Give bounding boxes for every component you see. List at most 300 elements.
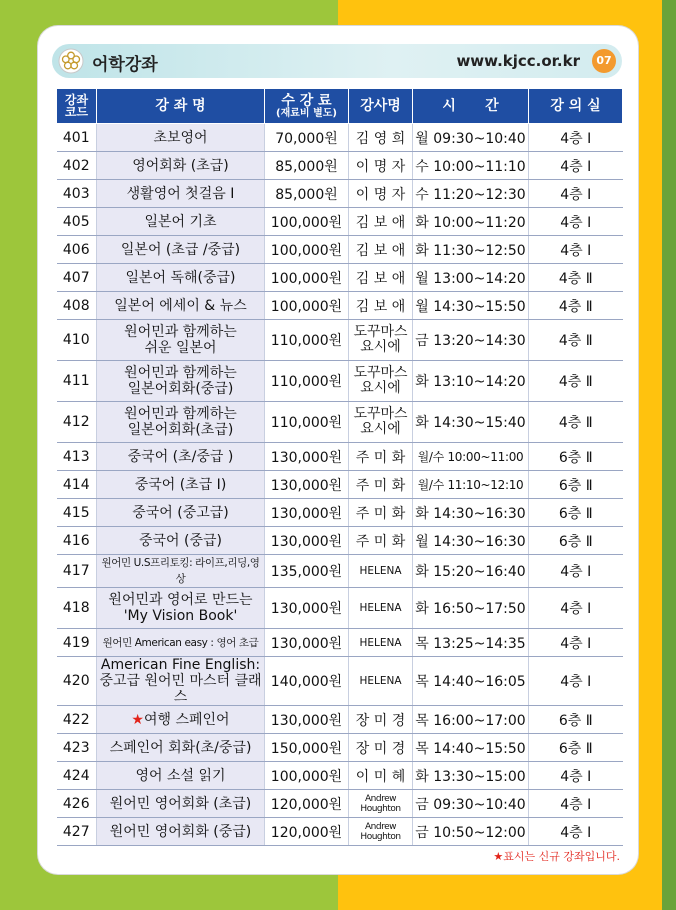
header-time: 시 간 — [413, 89, 529, 124]
course-time-text: 화 10:00~11:20 — [415, 214, 526, 231]
course-name — [97, 706, 265, 734]
course-instructor-text: Andrew Houghton — [360, 793, 401, 814]
course-code-text: 416 — [62, 532, 90, 549]
course-fee — [265, 734, 349, 762]
course-instructor — [349, 320, 413, 361]
course-name-text: 중국어 (중급) — [139, 532, 222, 549]
course-code — [57, 208, 97, 236]
course-instructor — [349, 208, 413, 236]
flower-logo-icon — [58, 48, 84, 74]
course-instructor-text: Andrew Houghton — [360, 821, 401, 842]
course-fee — [265, 264, 349, 292]
course-name-text: 원어민과 영어로 만드는 'My Vision Book' — [108, 592, 253, 624]
course-name-text: 초보영어 — [153, 129, 208, 146]
course-fee-text: 110,000원 — [270, 374, 343, 390]
course-time — [413, 320, 529, 361]
course-instructor-text: 김 보 애 — [355, 214, 406, 231]
course-room — [529, 208, 623, 236]
course-room — [529, 443, 623, 471]
course-fee — [265, 124, 349, 152]
course-room-text: 6층 Ⅱ — [558, 533, 593, 550]
course-time-text: 화 15:20~16:40 — [415, 564, 526, 580]
course-instructor — [349, 527, 413, 555]
course-name-text: 영어 소설 읽기 — [135, 767, 226, 784]
course-instructor — [349, 706, 413, 734]
course-code-text: 401 — [62, 129, 90, 146]
course-fee-text: 130,000원 — [270, 505, 343, 522]
header-course-name: 강 좌 명 — [97, 89, 265, 124]
course-name — [97, 818, 265, 846]
course-instructor — [349, 292, 413, 320]
course-room — [529, 734, 623, 762]
table-row — [57, 236, 623, 264]
course-time — [413, 443, 529, 471]
course-room-text: 4층 Ⅰ — [560, 674, 592, 690]
course-time-text: 목 13:25~14:35 — [415, 635, 526, 652]
course-name — [97, 264, 265, 292]
course-instructor-text: HELENA — [359, 675, 402, 687]
course-name-text: 원어민 영어회화 (초급) — [109, 795, 252, 812]
table-row — [57, 208, 623, 236]
table-row — [57, 124, 623, 152]
course-instructor-text: 이 명 자 — [355, 186, 406, 203]
course-name — [97, 555, 265, 588]
course-time-text: 목 14:40~15:50 — [415, 740, 526, 757]
course-fee — [265, 402, 349, 443]
table-row — [57, 588, 623, 629]
table-row — [57, 361, 623, 402]
course-code — [57, 706, 97, 734]
course-code-text: 408 — [62, 297, 90, 314]
table-row — [57, 264, 623, 292]
course-code-text: 413 — [62, 448, 90, 465]
table-row — [57, 629, 623, 657]
course-name-text: 여행 스페인어 — [143, 711, 230, 728]
course-name — [97, 180, 265, 208]
course-name-text: 원어민과 함께하는 쉬운 일본어 — [124, 324, 237, 356]
course-time — [413, 264, 529, 292]
course-fee-text: 150,000원 — [270, 740, 343, 757]
course-instructor-text: 도꾸마스 요시에 — [353, 324, 408, 355]
course-name — [97, 320, 265, 361]
course-room — [529, 588, 623, 629]
course-code-text: 427 — [62, 823, 90, 840]
course-name — [97, 402, 265, 443]
course-name-text: 일본어 (초급 /중급) — [120, 241, 241, 258]
new-course-note: ★표시는 신규 강좌입니다. — [493, 850, 620, 863]
course-fee — [265, 706, 349, 734]
course-fee-text: 100,000원 — [270, 270, 343, 287]
course-time — [413, 706, 529, 734]
course-code — [57, 734, 97, 762]
course-time — [413, 527, 529, 555]
course-code — [57, 657, 97, 706]
course-fee — [265, 790, 349, 818]
course-time — [413, 124, 529, 152]
course-name — [97, 588, 265, 629]
course-name — [97, 152, 265, 180]
content-panel — [38, 26, 638, 874]
course-code — [57, 320, 97, 361]
course-instructor-text: HELENA — [359, 565, 402, 577]
course-fee-text: 100,000원 — [270, 768, 343, 785]
course-room — [529, 124, 623, 152]
course-name-text: 원어민 U.S프리토킹: 라이프,리딩,영상 — [101, 557, 260, 585]
table-row — [57, 320, 623, 361]
course-time — [413, 236, 529, 264]
course-code — [57, 818, 97, 846]
course-name — [97, 361, 265, 402]
course-room-text: 4층 Ⅰ — [560, 130, 592, 147]
course-name-text: 원어민 American easy : 영어 초급 — [102, 636, 259, 649]
header-instructor: 강사명 — [349, 89, 413, 124]
course-name-text: 일본어 에세이 & 뉴스 — [114, 297, 247, 314]
course-time — [413, 762, 529, 790]
course-time — [413, 657, 529, 706]
course-fee — [265, 292, 349, 320]
course-time — [413, 790, 529, 818]
course-room-text: 4층 Ⅱ — [558, 333, 593, 349]
table-row — [57, 152, 623, 180]
course-room — [529, 471, 623, 499]
course-fee-text: 140,000원 — [270, 674, 343, 690]
course-table-body — [57, 124, 623, 846]
course-instructor — [349, 499, 413, 527]
course-code — [57, 555, 97, 588]
course-instructor — [349, 734, 413, 762]
course-instructor — [349, 180, 413, 208]
course-code — [57, 402, 97, 443]
course-code — [57, 236, 97, 264]
course-time-text: 화 14:30~15:40 — [415, 415, 526, 431]
course-fee — [265, 762, 349, 790]
table-row — [57, 762, 623, 790]
course-room-text: 6층 Ⅱ — [558, 740, 593, 757]
course-room — [529, 657, 623, 706]
course-room-text: 4층 Ⅱ — [558, 415, 593, 431]
course-room-text: 4층 Ⅰ — [560, 564, 592, 580]
course-name — [97, 208, 265, 236]
course-fee-text: 85,000원 — [275, 158, 338, 175]
course-time — [413, 734, 529, 762]
course-fee — [265, 555, 349, 588]
course-room — [529, 264, 623, 292]
course-room-text: 4층 Ⅰ — [560, 186, 592, 203]
course-code — [57, 124, 97, 152]
table-row — [57, 734, 623, 762]
course-room-text: 4층 Ⅱ — [558, 270, 593, 287]
course-instructor — [349, 402, 413, 443]
course-room-text: 4층 Ⅱ — [558, 298, 593, 315]
course-fee — [265, 499, 349, 527]
course-fee-text: 100,000원 — [270, 298, 343, 315]
course-code — [57, 292, 97, 320]
course-time — [413, 208, 529, 236]
course-time-text: 화 11:30~12:50 — [415, 242, 526, 259]
course-room-text: 6층 Ⅱ — [558, 712, 593, 729]
course-room-text: 4층 Ⅰ — [560, 796, 592, 813]
course-instructor-text: 이 미 혜 — [355, 768, 406, 785]
course-room — [529, 818, 623, 846]
course-fee-text: 130,000원 — [270, 449, 343, 466]
course-name-text: 생활영어 첫걸음 Ⅰ — [126, 185, 235, 202]
course-time-text: 월 09:30~10:40 — [415, 130, 526, 147]
course-fee — [265, 320, 349, 361]
course-code — [57, 790, 97, 818]
course-time-text: 월/수 11:10~12:10 — [417, 478, 524, 492]
table-row — [57, 292, 623, 320]
course-room — [529, 152, 623, 180]
course-code-text: 407 — [62, 269, 90, 286]
course-instructor-text: 김 보 애 — [355, 270, 406, 287]
course-fee-text: 130,000원 — [270, 533, 343, 550]
course-time — [413, 152, 529, 180]
course-code-text: 406 — [62, 241, 90, 258]
course-code — [57, 471, 97, 499]
course-fee — [265, 588, 349, 629]
course-room — [529, 402, 623, 443]
course-fee-text: 110,000원 — [270, 415, 343, 431]
course-time — [413, 361, 529, 402]
course-time-text: 수 11:20~12:30 — [415, 186, 526, 203]
header-code: 강좌 코드 — [57, 89, 97, 124]
course-code-text: 403 — [62, 185, 90, 202]
background-edge — [662, 0, 676, 910]
course-time — [413, 629, 529, 657]
course-room-text: 4층 Ⅰ — [560, 158, 592, 175]
course-time-text: 금 13:20~14:30 — [415, 333, 526, 349]
page-number-badge: 07 — [592, 49, 616, 73]
course-code-text: 405 — [62, 213, 90, 230]
course-instructor — [349, 264, 413, 292]
table-row — [57, 657, 623, 706]
course-instructor — [349, 471, 413, 499]
course-name — [97, 790, 265, 818]
course-time — [413, 499, 529, 527]
table-row — [57, 471, 623, 499]
table-row — [57, 706, 623, 734]
course-room — [529, 527, 623, 555]
course-room-text: 4층 Ⅰ — [560, 635, 592, 652]
course-time — [413, 471, 529, 499]
course-room-text: 4층 Ⅰ — [560, 768, 592, 785]
course-fee — [265, 657, 349, 706]
table-row — [57, 180, 623, 208]
course-room — [529, 762, 623, 790]
course-name-text: 일본어 기초 — [144, 213, 217, 230]
course-code-text: 426 — [62, 795, 90, 812]
course-code-text: 415 — [62, 504, 90, 521]
course-instructor-text: 주 미 화 — [355, 505, 406, 522]
course-fee — [265, 629, 349, 657]
course-instructor — [349, 236, 413, 264]
course-fee-text: 130,000원 — [270, 601, 343, 617]
course-room — [529, 361, 623, 402]
course-code — [57, 499, 97, 527]
course-instructor-text: 장 미 경 — [355, 712, 406, 729]
section-header — [52, 44, 622, 78]
course-room-text: 4층 Ⅰ — [560, 824, 592, 841]
course-fee-text: 110,000원 — [270, 333, 343, 349]
website-url[interactable]: www.kjcc.or.kr — [456, 52, 580, 70]
course-room-text: 6층 Ⅱ — [558, 505, 593, 522]
course-room — [529, 499, 623, 527]
course-name-text: 스페인어 회화(초/중급) — [109, 739, 252, 756]
course-code-text: 424 — [62, 767, 90, 784]
course-code — [57, 152, 97, 180]
course-time-text: 화 13:30~15:00 — [415, 768, 526, 785]
course-name — [97, 124, 265, 152]
course-instructor-text: 김 보 애 — [355, 298, 406, 315]
course-room — [529, 790, 623, 818]
course-name-text: 중국어 (중고급) — [132, 504, 229, 521]
course-time — [413, 555, 529, 588]
course-instructor-text: 김 보 애 — [355, 242, 406, 259]
course-time-text: 화 14:30~16:30 — [415, 505, 526, 522]
table-row — [57, 818, 623, 846]
course-fee-text: 120,000원 — [270, 824, 343, 841]
course-fee — [265, 818, 349, 846]
course-room-text: 4층 Ⅰ — [560, 601, 592, 617]
course-code — [57, 180, 97, 208]
course-fee-text: 100,000원 — [270, 242, 343, 259]
table-row — [57, 402, 623, 443]
course-instructor-text: 김 영 희 — [355, 130, 406, 147]
course-time-text: 금 09:30~10:40 — [415, 796, 526, 813]
course-room-text: 4층 Ⅰ — [560, 242, 592, 259]
course-instructor — [349, 629, 413, 657]
course-name — [97, 443, 265, 471]
course-code — [57, 264, 97, 292]
course-name-text: 원어민과 함께하는 일본어회화(중급) — [124, 365, 237, 397]
course-room — [529, 292, 623, 320]
course-code-text: 412 — [62, 414, 90, 430]
course-name-text: American Fine English: 중고급 원어민 마스터 클래스 — [99, 657, 262, 705]
course-room — [529, 555, 623, 588]
course-code — [57, 629, 97, 657]
course-name — [97, 657, 265, 706]
course-fee-text: 130,000원 — [270, 635, 343, 652]
header-room: 강 의 실 — [529, 89, 623, 124]
course-fee — [265, 208, 349, 236]
course-name-text: 중국어 (초/중급 ) — [127, 448, 234, 465]
course-name — [97, 292, 265, 320]
course-code — [57, 361, 97, 402]
course-fee — [265, 443, 349, 471]
course-time-text: 수 10:00~11:10 — [415, 158, 526, 175]
course-time-text: 목 14:40~16:05 — [415, 674, 526, 690]
course-fee — [265, 152, 349, 180]
course-room-text: 4층 Ⅰ — [560, 214, 592, 231]
course-name — [97, 236, 265, 264]
course-time — [413, 402, 529, 443]
course-name-text: 일본어 독해(중급) — [125, 269, 236, 286]
new-course-star-icon: ★ — [131, 711, 144, 728]
course-fee — [265, 527, 349, 555]
course-fee — [265, 236, 349, 264]
course-time — [413, 292, 529, 320]
course-fee — [265, 361, 349, 402]
course-code-text: 418 — [62, 600, 90, 616]
course-instructor — [349, 555, 413, 588]
section-title: 어학강좌 — [92, 55, 158, 75]
course-instructor-text: 도꾸마스 요시에 — [353, 406, 408, 437]
course-code-text: 411 — [62, 373, 90, 389]
course-room — [529, 236, 623, 264]
course-name-text: 원어민 영어회화 (중급) — [109, 823, 252, 840]
course-instructor — [349, 790, 413, 818]
course-time-text: 월/수 10:00~11:00 — [417, 450, 524, 464]
course-code-text: 414 — [62, 476, 90, 493]
course-name — [97, 734, 265, 762]
course-instructor — [349, 657, 413, 706]
course-code-text: 423 — [62, 739, 90, 756]
course-code — [57, 443, 97, 471]
course-name — [97, 629, 265, 657]
course-time-text: 화 16:50~17:50 — [415, 601, 526, 617]
course-time — [413, 818, 529, 846]
course-time-text: 월 14:30~16:30 — [415, 533, 526, 550]
course-instructor-text: 주 미 화 — [355, 477, 406, 494]
header-fee: 수 강 료 (재료비 별도) — [265, 89, 349, 124]
course-instructor-text: 도꾸마스 요시에 — [353, 365, 408, 396]
course-room — [529, 320, 623, 361]
course-fee-text: 130,000원 — [270, 477, 343, 494]
course-instructor-text: HELENA — [359, 602, 402, 614]
table-header-row — [57, 89, 623, 124]
table-row — [57, 527, 623, 555]
course-fee — [265, 180, 349, 208]
course-instructor-text: HELENA — [359, 636, 402, 649]
course-code-text: 417 — [62, 563, 90, 579]
course-time-text: 화 13:10~14:20 — [415, 374, 526, 390]
course-fee-text: 100,000원 — [270, 214, 343, 231]
course-code-text: 419 — [62, 634, 90, 651]
course-code-text: 402 — [62, 157, 90, 174]
course-room-text: 6층 Ⅱ — [558, 449, 593, 466]
course-instructor — [349, 152, 413, 180]
course-code-text: 422 — [62, 711, 90, 728]
course-instructor-text: 장 미 경 — [355, 740, 406, 757]
course-time-text: 월 14:30~15:50 — [415, 298, 526, 315]
course-room — [529, 629, 623, 657]
course-table — [56, 88, 623, 846]
course-instructor — [349, 588, 413, 629]
course-instructor-text: 주 미 화 — [355, 449, 406, 466]
course-code-text: 420 — [62, 673, 90, 689]
course-fee-text: 135,000원 — [270, 564, 343, 580]
course-name — [97, 527, 265, 555]
table-row — [57, 499, 623, 527]
course-name-text: 영어회화 (초급) — [132, 157, 229, 174]
course-name — [97, 471, 265, 499]
course-instructor — [349, 124, 413, 152]
course-instructor-text: 주 미 화 — [355, 533, 406, 550]
course-instructor — [349, 443, 413, 471]
course-room-text: 6층 Ⅱ — [558, 477, 593, 494]
course-fee — [265, 471, 349, 499]
course-room — [529, 180, 623, 208]
course-name-text: 원어민과 함께하는 일본어회화(초급) — [124, 406, 237, 438]
course-code — [57, 588, 97, 629]
course-instructor — [349, 818, 413, 846]
course-time — [413, 588, 529, 629]
course-room — [529, 706, 623, 734]
course-time-text: 금 10:50~12:00 — [415, 824, 526, 841]
course-room-text: 4층 Ⅱ — [558, 374, 593, 390]
course-name — [97, 762, 265, 790]
course-time — [413, 180, 529, 208]
